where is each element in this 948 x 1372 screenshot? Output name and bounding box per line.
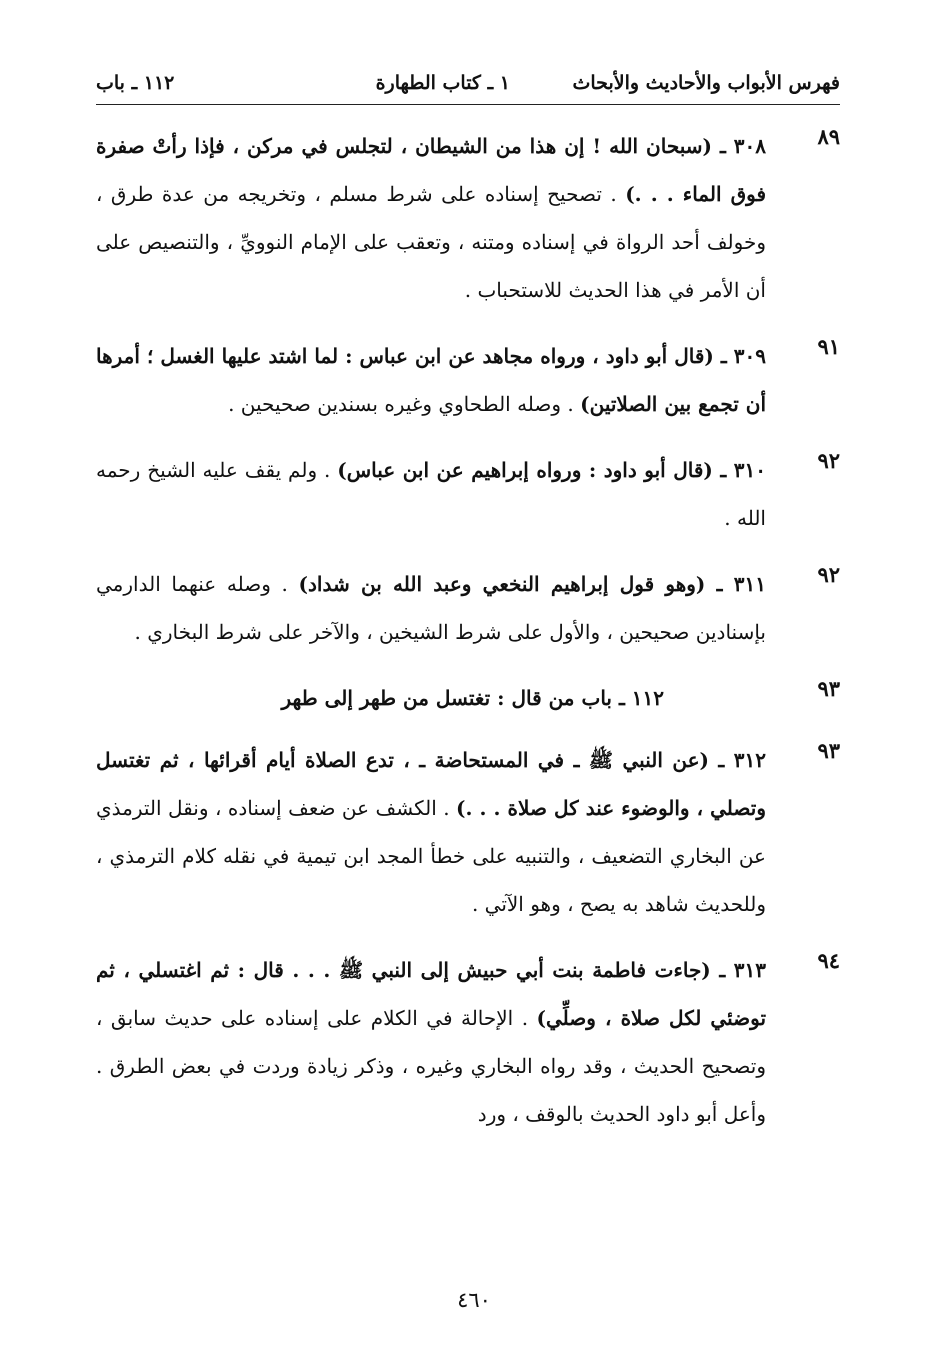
entry-commentary: . الإحالة في الكلام على إسناده على حديث سابق ، وتصحيح الحديث ، وقد رواه البخاري وغيره ، وذكر زيادة وردت في بعض الطرق . وأعل أبو داود الحديث بالوقف ، ورد (96, 1006, 766, 1126)
header-book-title: ١ ـ كتاب الطهارة (375, 72, 510, 94)
entry-hadith-text: ٣١٣ ـ (جاءت فاطمة بنت أبي حبيش إلى النبي ﷺ . . . قال : ثم اغتسلي ، ثم توضئي لكل صلاة ، وصلِّي) (96, 958, 767, 1030)
entry-commentary: . الكشف عن ضعف إسناده ، ونقل الترمذي عن البخاري التضعيف ، والتنبيه على خطأ المجد ابن تيمية في نقله كلام الترمذي ، وللحديث شاهد به يصح ، وهو الآتي . (96, 796, 766, 916)
entry-commentary: . تصحيح إسناده على شرط مسلم ، وتخريجه من عدة طرق ، وخولف أحد الرواة في إسناده ومتنه ، وتعقب على الإمام النوويِّ ، والتنصيص على أن الأمر في هذا الحديث للاستحباب . (96, 182, 767, 302)
header-index-title: فهرس الأبواب والأحاديث والأبحاث (572, 72, 840, 94)
entry-page-number: ٩٢ (817, 448, 840, 473)
entry-page-number: ٨٩ (817, 124, 840, 149)
entry-text (96, 560, 766, 656)
index-entry (96, 736, 840, 928)
entry-page-number: ٩٢ (817, 562, 840, 587)
chapter-heading (96, 674, 840, 722)
entry-hadith-text: ٣١٢ ـ (عن النبي ﷺ ـ في المستحاضة ـ ، تدع الصلاة أيام أقرائها ، ثم تغتسل وتصلي ، والوضوء عند كل صلاة . . .) (96, 748, 766, 820)
page-number: ٤٦٠ (457, 1288, 491, 1312)
entry-page-number: ٩٤ (817, 948, 840, 973)
index-entries (96, 122, 840, 1156)
entry-text (96, 446, 766, 542)
page-footer (0, 1288, 948, 1312)
entry-text (96, 946, 766, 1138)
entry-commentary: . وصله عنهما الدارمي بإسنادين صحيحين ، والأول على شرط الشيخين ، والآخر على شرط البخاري . (96, 572, 766, 644)
entry-text (96, 122, 766, 314)
header-divider (96, 104, 840, 105)
running-header (96, 66, 840, 102)
index-entry (96, 446, 840, 542)
index-entry (96, 332, 840, 428)
header-chapter-ref: ١١٢ ـ باب (96, 72, 175, 94)
entry-hadith-text: ٣١١ ـ (وهو قول إبراهيم النخعي وعبد الله بن شداد) (298, 572, 766, 596)
chapter-page-number: ٩٣ (817, 676, 840, 701)
index-entry (96, 122, 840, 314)
entry-text (96, 332, 766, 428)
entry-page-number: ٩١ (817, 334, 840, 359)
entry-commentary: . وصله الطحاوي وغيره بسندين صحيحين . (228, 392, 581, 416)
entry-hadith-text: ٣١٠ ـ (قال أبو داود : ورواه إبراهيم عن ابن عباس) (337, 458, 766, 482)
entry-hadith-text: ٣٠٨ ـ (سبحان الله ! إن هذا من الشيطان ، لتجلس في مركن ، فإذا رأتْ صفرة فوق الماء . . .) (96, 134, 766, 206)
entry-text (96, 736, 766, 928)
index-entry (96, 560, 840, 656)
index-entry (96, 946, 840, 1138)
entry-commentary: . ولم يقف عليه الشيخ رحمه الله . (96, 458, 766, 530)
entry-page-number: ٩٣ (817, 738, 840, 763)
entry-hadith-text: ٣٠٩ ـ (قال أبو داود ، ورواه مجاهد عن ابن عباس : لما اشتد عليها الغسل ؛ أمرها أن تجمع بين الصلاتين) (96, 344, 766, 416)
chapter-title: ١١٢ ـ باب من قال : تغتسل من طهر إلى طهر (281, 686, 664, 710)
